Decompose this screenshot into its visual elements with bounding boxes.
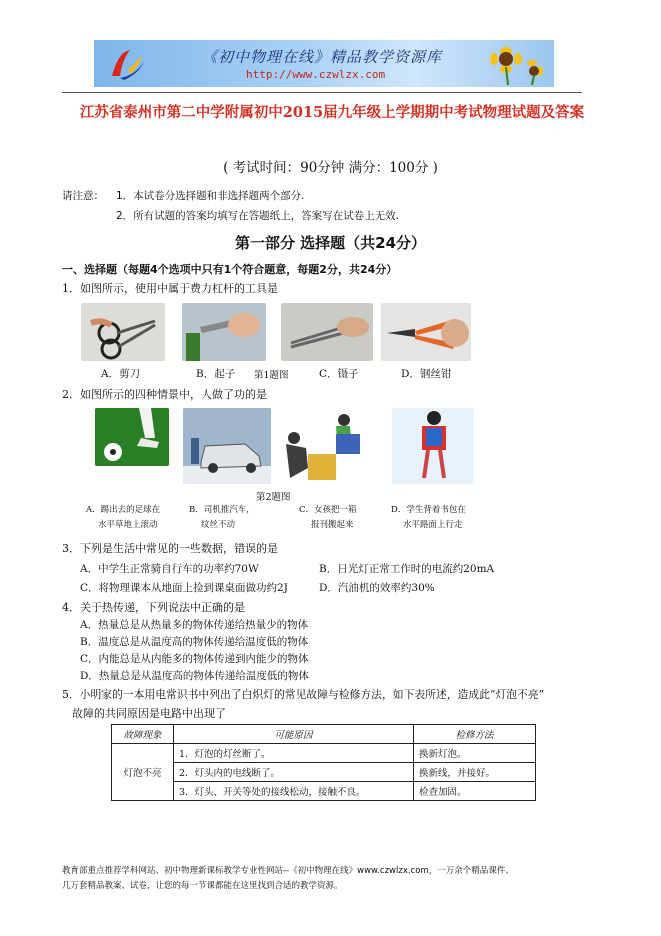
q4-option: D．热量总是从温度高的物体传递给温度低的物体 <box>80 670 309 682</box>
fix-cell: 换新灯泡。 <box>414 744 536 763</box>
footer-line: 教育部重点推荐学科网站、初中物理新课标教学专业性网站--《初中物理在线》www.czwlzx.com，一万余个精品课件、 <box>62 866 514 876</box>
q1-option: C．镊子 <box>319 368 359 380</box>
exam-info: ( 考试时间：90分钟 满分：100分 ) <box>223 160 438 176</box>
note-item: 2．所有试题的答案均填写在答题纸上，答案写在试卷上无效. <box>116 210 400 222</box>
bottle-opener-icon <box>182 303 266 361</box>
table-header: 检修方法 <box>414 725 536 744</box>
doc-title: 江苏省泰州市第二中学附属初中2015届九年级上学期期中考试物理试题及答案 <box>79 104 585 121</box>
backpack-icon <box>392 408 474 484</box>
question-5-stem-cont: 故障的共同原因是电路中出现了 <box>72 707 226 720</box>
scissors-image <box>81 303 165 361</box>
part-title: 第一部分 选择题（共24分） <box>234 234 427 252</box>
question-5-stem: 5．小明家的一本用电常识书中列出了白炽灯的常见故障与检修方法，如下表所述，造成此“灯泡不亮” <box>62 688 545 701</box>
sunflower-icon <box>486 43 548 85</box>
q2-option: D．学生背着书包在 水平路面上行走 <box>391 505 466 530</box>
push-car-image <box>183 408 271 484</box>
q4-option: A．热量总是从热量多的物体传递给热量少的物体 <box>80 619 309 631</box>
bottle-opener-image <box>182 303 266 361</box>
footer-line: 几万套精品教案、试卷，让您的每一节课都能在这里找到合适的教学资源。 <box>62 881 343 891</box>
cause-cell: 2．灯头内的电线断了。 <box>174 763 414 782</box>
q2-option: B．司机推汽车， 纹丝不动 <box>189 505 255 530</box>
cause-cell: 1．灯泡的灯丝断了。 <box>174 744 414 763</box>
tweezers-icon <box>281 303 373 361</box>
q2-option: A．踢出去的足球在 水平草地上滚动 <box>86 505 161 530</box>
tweezers-image <box>281 303 373 361</box>
pliers-image <box>381 303 471 361</box>
question-2-stem: 2．如图所示的四种情景中，人做了功的是 <box>62 388 267 401</box>
q2-option: C．女孩把一箱 报刊搬起来 <box>299 505 357 530</box>
table-row <box>112 782 536 801</box>
q3-option: A．中学生正常骑自行车的功率约70W <box>80 563 259 575</box>
q1-option: A．剪刀 <box>101 368 141 380</box>
page-footer <box>62 864 607 894</box>
q1-option: D．钢丝钳 <box>401 368 452 380</box>
notes-label: 请注意： <box>62 190 104 202</box>
banner-url: http://www.czwlzx.com <box>246 68 386 81</box>
question-3-stem: 3．下列是生活中常见的一些数据，错误的是 <box>62 542 278 555</box>
cause-cell: 3．灯头、开关等处的接线松动，接触不良。 <box>174 782 414 801</box>
note-item: 1．本试卷分选择题和非选择题两个部分. <box>116 190 305 202</box>
q3-option: D．汽油机的效率约30% <box>319 582 435 594</box>
backpack-walk-image <box>392 408 474 484</box>
banner-title: 《初中物理在线》精品教学资源库 <box>202 48 443 66</box>
question-1-stem: 1．如图所示，使用中属于费力杠杆的工具是 <box>62 282 278 295</box>
fix-cell: 换新线，并接好。 <box>414 763 536 782</box>
fix-cell: 检查加固。 <box>414 782 536 801</box>
soccer-ball-icon <box>95 408 169 466</box>
table-row <box>112 744 536 763</box>
fault-table <box>111 724 536 801</box>
question-4-stem: 4．关于热传递，下列说法中正确的是 <box>62 601 245 614</box>
q1-figure-label: 第1题图 <box>254 370 289 381</box>
symptom-cell: 灯泡不亮 <box>112 744 174 801</box>
q3-option: B．日光灯正常工作时的电流约20mA <box>319 563 495 575</box>
scissors-icon <box>81 303 165 361</box>
q1-option: B．起子 <box>196 368 236 380</box>
q2-figure-label: 第2题图 <box>256 492 291 503</box>
soccer-image <box>95 408 169 466</box>
table-header-row <box>112 725 536 744</box>
section-title: 一、选择题（每题4个选项中只有1个符合题意，每题2分，共24分） <box>62 263 398 276</box>
car-icon <box>183 408 271 484</box>
table-header: 可能原因 <box>174 725 414 744</box>
q4-option: B．温度总是从温度高的物体传递给温度低的物体 <box>80 636 309 648</box>
site-logo-icon <box>108 46 148 82</box>
q4-option: C．内能总是从内能多的物体传递到内能少的物体 <box>80 653 309 665</box>
q3-option: C．将物理课本从地面上捡到课桌面做功约2J <box>80 582 288 594</box>
box-icon <box>280 408 368 484</box>
lift-box-image <box>280 408 368 484</box>
table-header: 故障现象 <box>112 725 174 744</box>
header-banner <box>94 40 554 87</box>
header-divider <box>62 92 582 93</box>
table-row <box>112 763 536 782</box>
pliers-icon <box>381 303 471 361</box>
